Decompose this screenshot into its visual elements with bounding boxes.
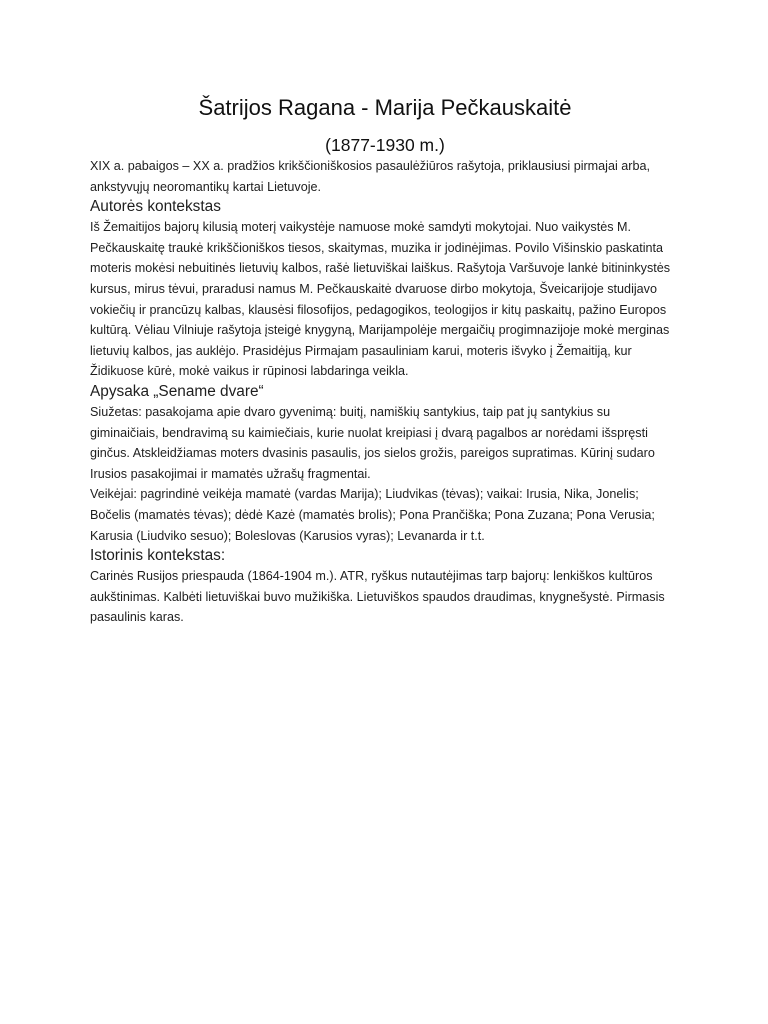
veikejai-paragraph: Veikėjai: pagrindinė veikėja mamatė (vardas Marija); Liudvikas (tėvas); vaikai: Irusia, Nika, Jonelis; Bočelis (mamatės tėvas); dėdė Kazė (mamatės brolis); Pona Prančiška; Pona Zuzana; Pona Verusia; Karusia (Liudviko sesuo); Boleslovas (Karusios vyras); Levanarda ir t.t.: [90, 487, 655, 543]
section-heading-autores-kontekstas: Autorės kontekstas: [90, 198, 221, 216]
section-heading-apysaka: Apysaka „Sename dvare“: [90, 382, 264, 400]
section-heading-istorinis-kontekstas: Istorinis kontekstas:: [90, 547, 226, 565]
autores-kontekstas-paragraph: Iš Žemaitijos bajorų kilusią moterį vaikystėje namuose mokė samdyti mokytojai. Nuo vaikystės M. Pečkauskaitę traukė krikščioniškos tiesos, skaitymas, muzika ir jodinėjimas. Povilo Višinskio paskatinta moteris mokėsi nebuitinės lietuvių kalbos, rašė lietuviškai laiškus. Rašytoja Varšuvoje lankė bitininkystės kursus, mirus tėvui, praradusi namus M. Pečkauskaitė dvaruose dirbo mokytoja, Šveicarijoje studijavo vokiečių ir prancūzų kalbas, klausėsi filosofijos, pedagogikos, teologijos ir kitų paskaitų, pažino Europos kultūrą. Vėliau Vilniuje rašytoja įsteigė knygyną, Marijampolėje mergaičių progimnazijoje mokė merginas lietuvių kalbos, jas auklėjo. Prasidėjus Pirmajam pasauliniam karui, moteris išvyko į Žemaitiją, kur Židikuose kūrė, mokė vaikus ir rūpinosi labdaringa veikla.: [90, 220, 671, 379]
document-title: Šatrijos Ragana - Marija Pečkauskaitė: [198, 95, 572, 120]
siuzetas-paragraph: Siužetas: pasakojama apie dvaro gyvenimą: buitį, namiškių santykius, taip pat jų santykius su giminaičiais, bendravimą su kaimiečiais, kurie nuolat kreipiasi į dvarą pagalbos ar norėdami išspręsti ginčus. Atskleidžiamas moters dvasinis pasaulis, jos sielos grožis, pareigos supratimas. Kūrinį sudaro Irusios pasakojimai ir mamatės užrašų fragmentai.: [90, 404, 655, 481]
istorinis-kontekstas-paragraph: Carinės Rusijos priespauda (1864-1904 m.). ATR, ryškus nutautėjimas tarp bajorų: lenkiškos kultūros aukštinimas. Kalbėti lietuviškai buvo mužikiška. Lietuviškos spaudos draudimas, knygnešystė. Pirmasis pasaulinis karas.: [90, 569, 665, 625]
author-dates: (1877-1930 m.): [325, 135, 445, 155]
intro-paragraph: XIX a. pabaigos – XX a. pradžios krikščioniškosios pasaulėžiūros rašytoja, priklausiusi pirmajai arba, ankstyvųjų neoromantikų kartai Lietuvoje.: [90, 159, 650, 194]
